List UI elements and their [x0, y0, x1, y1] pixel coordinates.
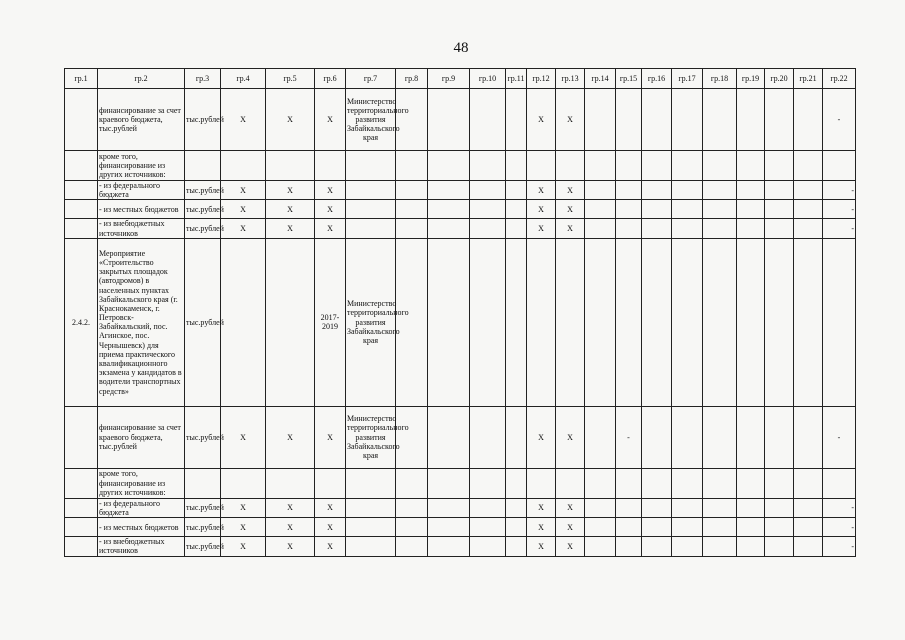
cell [672, 200, 703, 219]
cell [703, 518, 737, 537]
cell [65, 219, 98, 238]
cell [616, 200, 642, 219]
cell [470, 181, 506, 200]
cell [642, 406, 672, 468]
cell [794, 518, 823, 537]
cell [823, 151, 856, 181]
cell [737, 406, 765, 468]
cell [65, 537, 98, 556]
col-header: гр.2 [98, 69, 185, 89]
cell [428, 200, 470, 219]
cell [672, 181, 703, 200]
cell [616, 151, 642, 181]
cell [428, 498, 470, 517]
cell [765, 219, 794, 238]
cell [470, 406, 506, 468]
cell [616, 537, 642, 556]
table-row [65, 89, 856, 151]
col-header: гр.3 [185, 69, 221, 89]
cell [823, 468, 856, 498]
cell [428, 406, 470, 468]
col-header: гр.18 [703, 69, 737, 89]
cell [642, 498, 672, 517]
cell [585, 406, 616, 468]
row-label: - из местных бюджетов [98, 518, 185, 537]
cell [585, 537, 616, 556]
col-header: гр.17 [672, 69, 703, 89]
cell [737, 219, 765, 238]
cell [506, 238, 527, 406]
cell [315, 151, 346, 181]
unit-cell: тыс.рублей [185, 200, 221, 219]
col-header: гр.13 [556, 69, 585, 89]
table-row [65, 219, 856, 238]
cell [428, 151, 470, 181]
cell [221, 468, 266, 498]
cell [703, 468, 737, 498]
cell [266, 468, 315, 498]
cell [794, 537, 823, 556]
cell [737, 238, 765, 406]
cell [428, 537, 470, 556]
x-mark: Х [556, 498, 585, 517]
x-mark: Х [556, 89, 585, 151]
cell [506, 537, 527, 556]
cell [642, 537, 672, 556]
cell [65, 181, 98, 200]
cell [703, 151, 737, 181]
cell [672, 406, 703, 468]
x-mark: Х [556, 200, 585, 219]
cell [506, 181, 527, 200]
col-header: гр.20 [765, 69, 794, 89]
col-header: гр.11 [506, 69, 527, 89]
item-number: 2.4.2. [65, 238, 98, 406]
x-mark: Х [527, 537, 556, 556]
cell [616, 468, 642, 498]
cell [221, 151, 266, 181]
x-mark: Х [315, 181, 346, 200]
x-mark: Х [266, 219, 315, 238]
ministry-cell: Министерство территориального развития Забайкальского края [346, 238, 396, 406]
cell [703, 181, 737, 200]
cell [266, 238, 315, 406]
dash-mark: - [823, 200, 856, 219]
cell [428, 238, 470, 406]
row-label: - из местных бюджетов [98, 200, 185, 219]
cell [506, 219, 527, 238]
x-mark: Х [221, 498, 266, 517]
cell [346, 468, 396, 498]
x-mark: Х [221, 200, 266, 219]
cell [428, 89, 470, 151]
col-header: гр.12 [527, 69, 556, 89]
cell [396, 537, 428, 556]
cell [506, 151, 527, 181]
x-mark: Х [315, 219, 346, 238]
cell [737, 89, 765, 151]
table-row [65, 406, 856, 468]
x-mark: Х [556, 406, 585, 468]
cell [506, 468, 527, 498]
cell [794, 498, 823, 517]
cell [642, 518, 672, 537]
table-row [65, 238, 856, 406]
col-header: гр.9 [428, 69, 470, 89]
cell [506, 406, 527, 468]
dash-mark: - [823, 89, 856, 151]
table-row [65, 518, 856, 537]
cell [470, 498, 506, 517]
cell [428, 518, 470, 537]
cell [642, 181, 672, 200]
x-mark: Х [266, 406, 315, 468]
row-label: кроме того, финансирование из других источников: [98, 151, 185, 181]
table-row [65, 151, 856, 181]
cell [737, 200, 765, 219]
x-mark: Х [527, 498, 556, 517]
col-header: гр.6 [315, 69, 346, 89]
table-row [65, 468, 856, 498]
col-header: гр.14 [585, 69, 616, 89]
cell [765, 468, 794, 498]
cell [737, 468, 765, 498]
row-label: - из федерального бюджета [98, 181, 185, 200]
cell [672, 89, 703, 151]
table-row [65, 200, 856, 219]
unit-cell: тыс.рублей [185, 518, 221, 537]
x-mark: Х [315, 89, 346, 151]
unit-cell: тыс.рублей [185, 238, 221, 406]
dash-mark: - [616, 406, 642, 468]
cell [65, 406, 98, 468]
col-header: гр.7 [346, 69, 396, 89]
cell [585, 151, 616, 181]
cell [765, 537, 794, 556]
x-mark: Х [266, 181, 315, 200]
unit-cell: тыс.рублей [185, 498, 221, 517]
table-row [65, 181, 856, 200]
row-label: кроме того, финансирование из других источников: [98, 468, 185, 498]
unit-cell: тыс.рублей [185, 181, 221, 200]
cell [616, 181, 642, 200]
cell [396, 518, 428, 537]
cell [737, 151, 765, 181]
cell [794, 219, 823, 238]
cell [672, 238, 703, 406]
col-header: гр.19 [737, 69, 765, 89]
cell [794, 181, 823, 200]
cell [765, 238, 794, 406]
cell [765, 89, 794, 151]
dash-mark: - [823, 537, 856, 556]
dash-mark: - [823, 518, 856, 537]
dash-mark: - [823, 219, 856, 238]
cell [346, 200, 396, 219]
cell [585, 200, 616, 219]
x-mark: Х [527, 200, 556, 219]
x-mark: Х [556, 518, 585, 537]
cell [672, 151, 703, 181]
cell [765, 200, 794, 219]
cell [527, 238, 556, 406]
cell [346, 498, 396, 517]
cell [642, 89, 672, 151]
cell [585, 468, 616, 498]
cell [585, 181, 616, 200]
cell [315, 468, 346, 498]
x-mark: Х [266, 89, 315, 151]
cell [470, 200, 506, 219]
unit-cell: тыс.рублей [185, 406, 221, 468]
cell [794, 238, 823, 406]
cell [527, 468, 556, 498]
cell [672, 498, 703, 517]
cell [794, 406, 823, 468]
unit-cell: тыс.рублей [185, 89, 221, 151]
cell [470, 468, 506, 498]
cell [470, 537, 506, 556]
ministry-cell: Министерство территориального развития Забайкальского края [346, 89, 396, 151]
col-header: гр.21 [794, 69, 823, 89]
cell [65, 518, 98, 537]
event-name: Мероприятие «Строительство закрытых площадок (автодромов) в населенных пунктах Забайкальского края (г. Краснокаменск, г. Петровск-Забайкальский, пос. Агинское, пос. Чернышевск) для приема практического квалификационного экзамена у кандидатов в водители транспортных средств» [98, 238, 185, 406]
col-header: гр.16 [642, 69, 672, 89]
cell [765, 518, 794, 537]
col-header: гр.8 [396, 69, 428, 89]
cell [585, 498, 616, 517]
cell [185, 151, 221, 181]
cell [585, 518, 616, 537]
cell [470, 219, 506, 238]
cell [672, 468, 703, 498]
cell [396, 151, 428, 181]
x-mark: Х [221, 537, 266, 556]
cell [346, 518, 396, 537]
cell [470, 518, 506, 537]
cell [396, 406, 428, 468]
x-mark: Х [266, 498, 315, 517]
x-mark: Х [527, 406, 556, 468]
cell [765, 181, 794, 200]
cell [765, 151, 794, 181]
cell [396, 468, 428, 498]
x-mark: Х [221, 219, 266, 238]
cell [221, 238, 266, 406]
dash-mark: - [823, 181, 856, 200]
cell [585, 238, 616, 406]
cell [506, 89, 527, 151]
cell [672, 518, 703, 537]
cell [703, 406, 737, 468]
cell [346, 219, 396, 238]
table-row [65, 498, 856, 517]
x-mark: Х [221, 181, 266, 200]
period-cell: 2017-2019 [315, 238, 346, 406]
cell [794, 468, 823, 498]
cell [765, 498, 794, 517]
row-label: - из внебюджетных источников [98, 537, 185, 556]
cell [527, 151, 556, 181]
col-header: гр.15 [616, 69, 642, 89]
cell [428, 181, 470, 200]
cell [737, 537, 765, 556]
cell [794, 89, 823, 151]
cell [672, 537, 703, 556]
cell [703, 498, 737, 517]
table-row [65, 537, 856, 556]
x-mark: Х [221, 89, 266, 151]
x-mark: Х [315, 518, 346, 537]
cell [266, 151, 315, 181]
cell [703, 238, 737, 406]
cell [794, 200, 823, 219]
unit-cell: тыс.рублей [185, 537, 221, 556]
header-row [65, 69, 856, 89]
x-mark: Х [527, 89, 556, 151]
row-label: - из внебюджетных источников [98, 219, 185, 238]
cell [616, 89, 642, 151]
x-mark: Х [527, 219, 556, 238]
cell [642, 151, 672, 181]
cell [642, 200, 672, 219]
cell [616, 219, 642, 238]
cell [672, 219, 703, 238]
page-number: 48 [453, 40, 469, 56]
ministry-cell: Министерство территориального развития Забайкальского края [346, 406, 396, 468]
cell [737, 498, 765, 517]
row-label: финансирование за счет краевого бюджета, тыс.рублей [98, 406, 185, 468]
cell [556, 468, 585, 498]
col-header: гр.5 [266, 69, 315, 89]
col-header: гр.1 [65, 69, 98, 89]
budget-table [64, 68, 856, 557]
cell [556, 151, 585, 181]
cell [703, 89, 737, 151]
x-mark: Х [221, 518, 266, 537]
cell [346, 181, 396, 200]
cell [506, 200, 527, 219]
cell [396, 219, 428, 238]
cell [616, 498, 642, 517]
cell [470, 89, 506, 151]
x-mark: Х [527, 518, 556, 537]
col-header: гр.10 [470, 69, 506, 89]
row-label: - из федерального бюджета [98, 498, 185, 517]
dash-mark: - [823, 406, 856, 468]
cell [585, 89, 616, 151]
x-mark: Х [266, 537, 315, 556]
cell [703, 537, 737, 556]
x-mark: Х [266, 518, 315, 537]
x-mark: Х [527, 181, 556, 200]
col-header: гр.4 [221, 69, 266, 89]
cell [616, 518, 642, 537]
cell [65, 200, 98, 219]
cell [428, 468, 470, 498]
cell [396, 181, 428, 200]
cell [396, 238, 428, 406]
cell [737, 518, 765, 537]
x-mark: Х [556, 219, 585, 238]
cell [396, 498, 428, 517]
cell [65, 468, 98, 498]
col-header: гр.22 [823, 69, 856, 89]
cell [703, 200, 737, 219]
cell [346, 537, 396, 556]
cell [616, 238, 642, 406]
cell [65, 498, 98, 517]
cell [823, 238, 856, 406]
cell [642, 238, 672, 406]
cell [556, 238, 585, 406]
cell [346, 151, 396, 181]
cell [470, 151, 506, 181]
cell [642, 468, 672, 498]
cell [585, 219, 616, 238]
cell [703, 219, 737, 238]
cell [65, 89, 98, 151]
cell [428, 219, 470, 238]
cell [185, 468, 221, 498]
x-mark: Х [315, 406, 346, 468]
cell [470, 238, 506, 406]
cell [794, 151, 823, 181]
unit-cell: тыс.рублей [185, 219, 221, 238]
cell [396, 89, 428, 151]
x-mark: Х [315, 537, 346, 556]
row-label: финансирование за счет краевого бюджета, тыс.рублей [98, 89, 185, 151]
x-mark: Х [556, 537, 585, 556]
x-mark: Х [221, 406, 266, 468]
cell [737, 181, 765, 200]
dash-mark: - [823, 498, 856, 517]
cell [642, 219, 672, 238]
cell [506, 498, 527, 517]
x-mark: Х [315, 200, 346, 219]
x-mark: Х [315, 498, 346, 517]
cell [65, 151, 98, 181]
x-mark: Х [266, 200, 315, 219]
cell [396, 200, 428, 219]
cell [765, 406, 794, 468]
cell [506, 518, 527, 537]
x-mark: Х [556, 181, 585, 200]
